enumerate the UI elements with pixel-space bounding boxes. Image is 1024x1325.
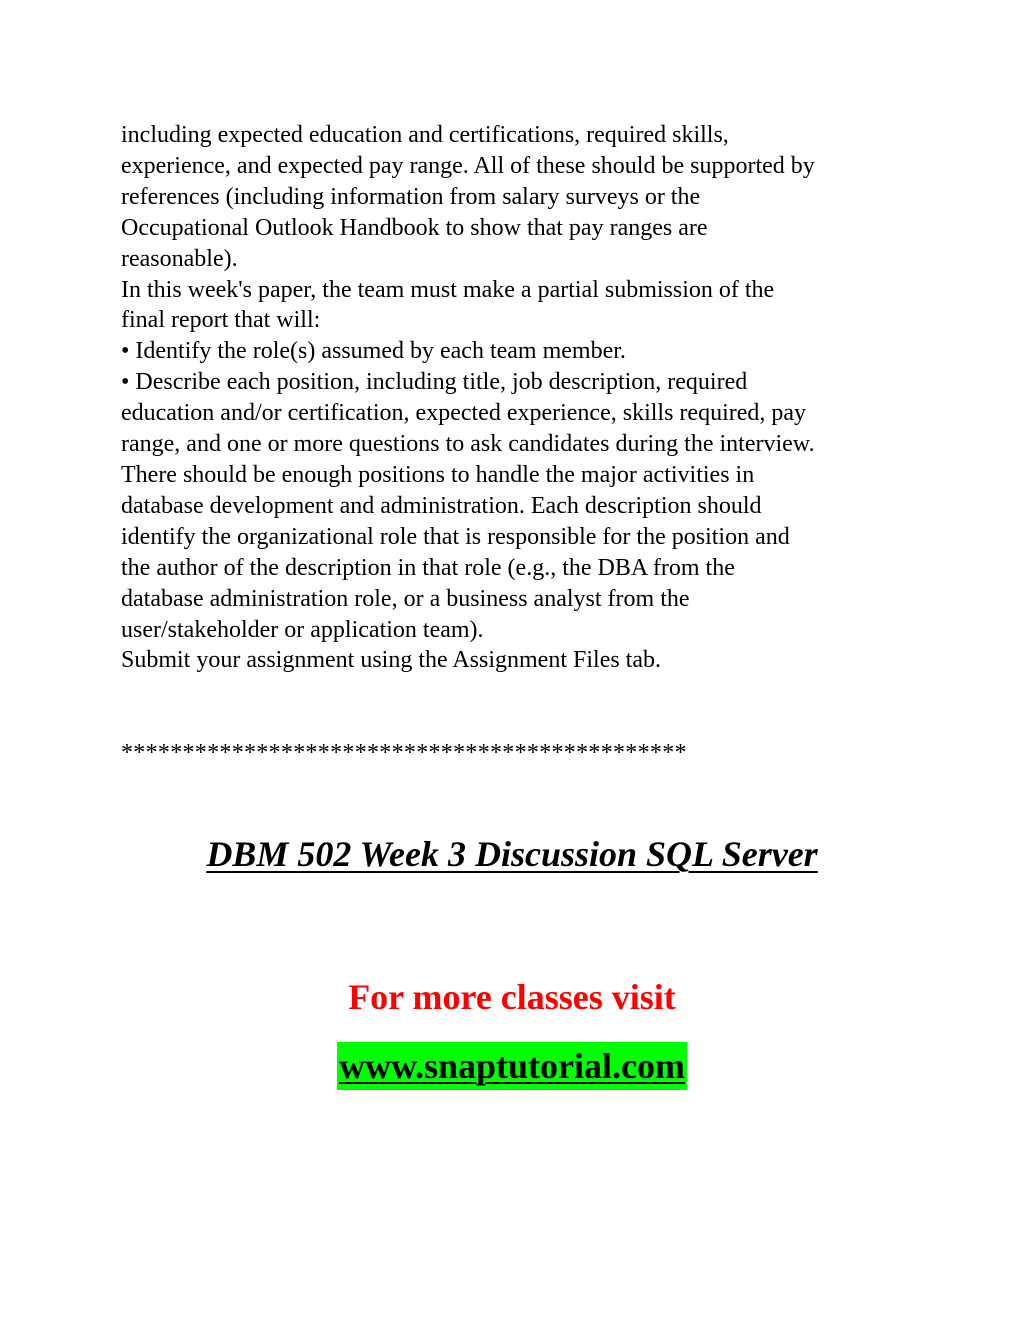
body-line: range, and one or more questions to ask candidates during the interview.	[121, 431, 815, 458]
body-line: references (including information from salary surveys or the	[121, 183, 701, 210]
body-line: identify the organizational role that is responsible for the position and	[121, 523, 790, 550]
link-container	[0, 1042, 1024, 1090]
body-line: There should be enough positions to handle the major activities in	[121, 461, 755, 488]
body-line: database administration role, or a business analyst from the	[121, 585, 690, 612]
body-line: user/stakeholder or application team).	[121, 616, 484, 643]
promo-text: For more classes visit	[348, 977, 676, 1017]
body-line: Submit your assignment using the Assignment Files tab.	[121, 647, 661, 674]
website-link[interactable]: www.snaptutorial.com	[337, 1042, 687, 1090]
bullet-item: • Describe each position, including title, job description, required	[121, 369, 748, 396]
bullet-item: • Identify the role(s) assumed by each team member.	[121, 338, 626, 365]
body-line: including expected education and certifications, required skills,	[121, 122, 729, 148]
body-line: Occupational Outlook Handbook to show that pay ranges are	[121, 214, 708, 241]
body-line: reasonable).	[121, 245, 238, 272]
body-line: final report that will:	[121, 307, 321, 334]
asterisk-separator: **********************************************	[121, 740, 687, 766]
body-line: the author of the description in that role (e.g., the DBA from the	[121, 554, 735, 581]
body-line: In this week's paper, the team must make a partial submission of the	[121, 276, 775, 303]
section-heading: DBM 502 Week 3 Discussion SQL Server	[206, 834, 818, 874]
body-line: database development and administration. Each description should	[121, 492, 762, 519]
body-line: experience, and expected pay range. All of these should be supported by	[121, 152, 815, 179]
body-line: education and/or certification, expected experience, skills required, pay	[121, 400, 807, 427]
body-paragraph	[121, 120, 921, 676]
